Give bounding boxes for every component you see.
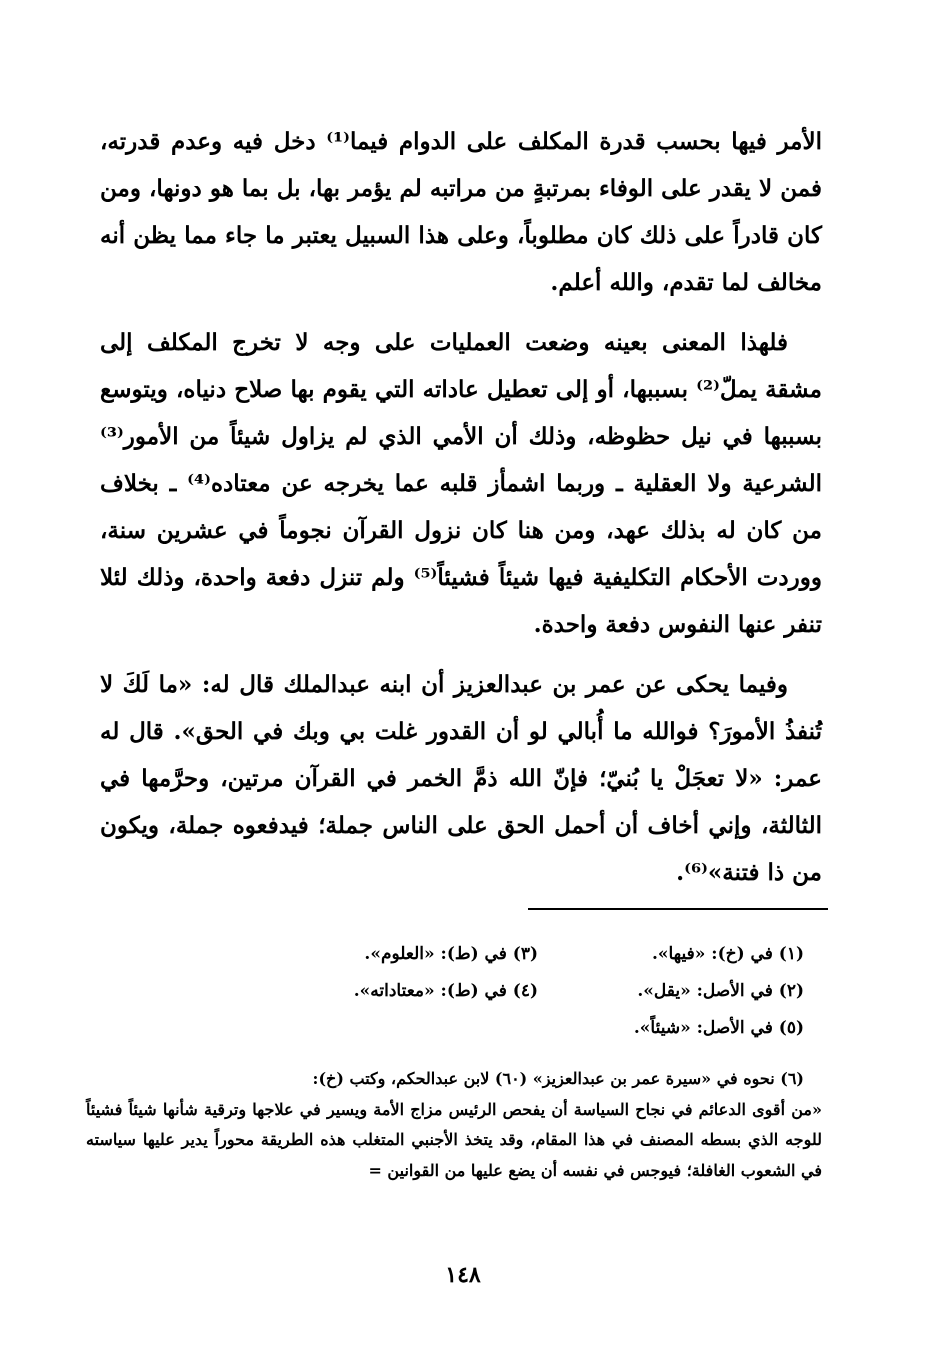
footnote-6 xyxy=(86,1064,822,1186)
footnote-2: (٢) في الأصل: «يقل». xyxy=(637,981,804,1001)
paragraph-1: الأمر فيها بحسب قدرة المكلف على الدوام فيما⁽¹⁾ دخل فيه وعدم قدرته، فمن لا يقدر على الوفاء بمرتبةٍ من مراتبه لم يؤمر بها، بل بما هو دونها، ومن كان قادراً على ذلك كان مطلوباً، وعلى هذا السبيل يعتبر ما جاء مما يظن أنه مخالف لما تقدم، والله أعلم. xyxy=(100,128,822,296)
main-text xyxy=(100,118,822,896)
footnote-3: (٣) في (ط): «العلوم». xyxy=(364,944,538,964)
footnote-6-body: «من أقوى الدعائم في نجاح السياسة أن يفحص الرئيس مزاج الأمة ويسير في علاجها وترقية شأنها شيئاً فشيئاً للوجه الذي بسطه المصنف في هذا المقام، وقد يتخذ الأجنبي المتغلب هذه الطريقة محوراً يدير عليها سياسته في الشعوب الغافلة؛ فيوجس في نفسه أن يضع عليها من القوانين = xyxy=(86,1099,822,1180)
footnotes-list xyxy=(100,936,822,1047)
page-number: ١٤٨ xyxy=(445,1262,481,1288)
paragraph-2: فلهذا المعنى بعينه وضعت العمليات على وجه لا تخرج المكلف إلى مشقة يملّ⁽²⁾ بسببها، أو إلى تعطيل عاداته التي يقوم بها صلاح دنياه، ويتوسع بسببها في نيل حظوظه، وذلك أن الأمي الذي لم يزاول شيئاً من الأمور⁽³⁾ الشرعية ولا العقلية ـ وربما اشمأز قلبه عما يخرجه عن معتاده⁽⁴⁾ ـ بخلاف من كان له بذلك عهد، ومن هنا كان نزول القرآن نجوماً في عشرين سنة، ووردت الأحكام التكليفية فيها شيئاً فشيئاً⁽⁵⁾ ولم تنزل دفعة واحدة، وذلك لئلا تنفر عنها النفوس دفعة واحدة. xyxy=(100,329,823,638)
footnote-row xyxy=(100,973,822,1010)
footnote-row xyxy=(100,936,822,973)
footnote-4: (٤) في (ط): «معتاداته». xyxy=(353,981,538,1001)
footnote-6-source: (٦) نحوه في «سيرة عمر بن عبدالعزيز» (٦٠) لابن عبدالحكم، وكتب (خ): xyxy=(312,1069,804,1088)
footnote-1: (١) في (خ): «فيها». xyxy=(651,944,804,964)
footnote-row xyxy=(100,1010,822,1047)
paragraph-3: وفيما يحكى عن عمر بن عبدالعزيز أن ابنه عبدالملك قال له: «ما لَكَ لا تُنفذُ الأمورَ؟ فوالله ما أُبالي لو أن القدور غلت بي وبك في الحق». قال له عمر: «لا تعجَلْ يا بُنيّ؛ فإنّ الله ذمَّ الخمر في القرآن مرتين، وحرَّمها في الثالثة، وإني أخاف أن أحمل الحق على الناس جملة؛ فيدفعوه جملة، ويكون من ذا فتنة»⁽⁶⁾. xyxy=(100,671,822,886)
footnote-separator xyxy=(528,908,828,910)
footnote-5: (٥) في الأصل: «شيئاً». xyxy=(633,1018,804,1038)
